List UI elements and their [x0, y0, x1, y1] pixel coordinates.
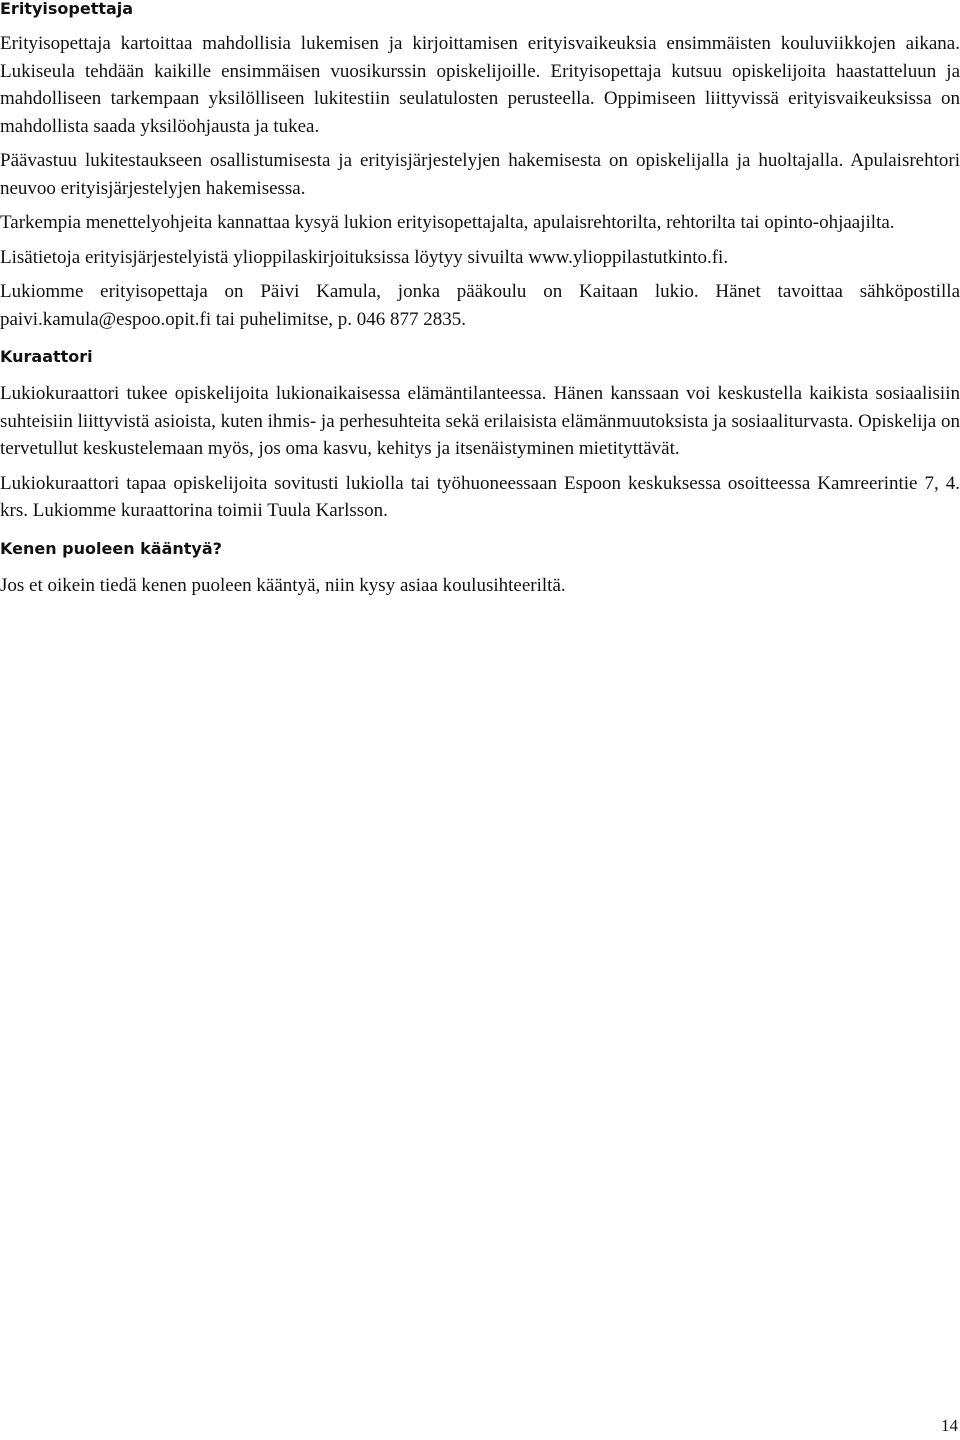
- page-content: [0, 0, 960, 599]
- section-heading: Kenen puoleen kääntyä?: [0, 538, 222, 558]
- section-heading: Erityisopettaja: [0, 0, 134, 18]
- section-erityisopettaja: [0, 0, 960, 333]
- paragraph: Jos et oikein tiedä kenen puoleen kääntyä, niin kysy asiaa koulusihteeriltä.: [0, 574, 566, 596]
- paragraph: Tarkempia menettelyohjeita kannattaa kysyä lukion erityisopettajalta, apulaisrehtorilta, rehtorilta tai opinto-ohjaajilta.: [0, 212, 895, 233]
- paragraph: Lukiokuraattori tapaa opiskelijoita sovitusti lukiolla tai työhuoneessaan Espoon keskuksessa osoitteessa Kamreerintie 7, 4. krs. Lukiomme kuraattorina toimii Tuula Karlsson.: [0, 472, 960, 521]
- page-number: 14: [941, 1416, 958, 1435]
- paragraph: Lisätietoja erityisjärjestelyistä ylioppilaskirjoituksissa löytyy sivuilta www.ylioppilastutkinto.fi.: [0, 246, 729, 268]
- paragraph: Erityisopettaja kartoittaa mahdollisia lukemisen ja kirjoittamisen erityisvaikeuksia ensimmäisten kouluviikkojen aikana. Lukiseula tehdään kaikille ensimmäisen vuosikurssin opiskelijoille. Erityisopettaja kutsuu opiskelijoita haastatteluun ja mahdolliseen tarkempaan yksilölliseen lukitestiin seulatulosten perusteella. Oppimiseen liittyvissä erityisvaikeuksissa on mahdollista saada yksilöohjausta ja tukea.: [0, 33, 960, 137]
- paragraph: Lukiomme erityisopettaja on Päivi Kamula, jonka pääkoulu on Kaitaan lukio. Hänet tavoittaa sähköpostilla paivi.kamula@espoo.opit.fi tai puhelimitse, p. 046 877 2835.: [0, 281, 960, 330]
- section-kuraattori: [0, 347, 960, 525]
- section-kenen-puoleen-kaantya: [0, 539, 960, 600]
- section-heading: Kuraattori: [0, 347, 93, 366]
- paragraph: Lukiokuraattori tukee opiskelijoita lukionaikaisessa elämäntilanteessa. Hänen kanssaan voi keskustella kaikista sosiaalisiin suhteisiin liittyvistä asioista, kuten ihmis- ja perhesuhteita sekä erilaisista elämänmuutoksista ja sosiaaliturvasta. Opiskelija on tervetullut keskustelemaan myös, jos oma kasvu, kehitys ja itsenäistyminen mietityttävät.: [0, 383, 960, 459]
- paragraph: Päävastuu lukitestaukseen osallistumisesta ja erityisjärjestelyjen hakemisesta on opiskelijalla ja huoltajalla. Apulaisrehtori neuvoo erityisjärjestelyjen hakemisessa.: [0, 150, 960, 199]
